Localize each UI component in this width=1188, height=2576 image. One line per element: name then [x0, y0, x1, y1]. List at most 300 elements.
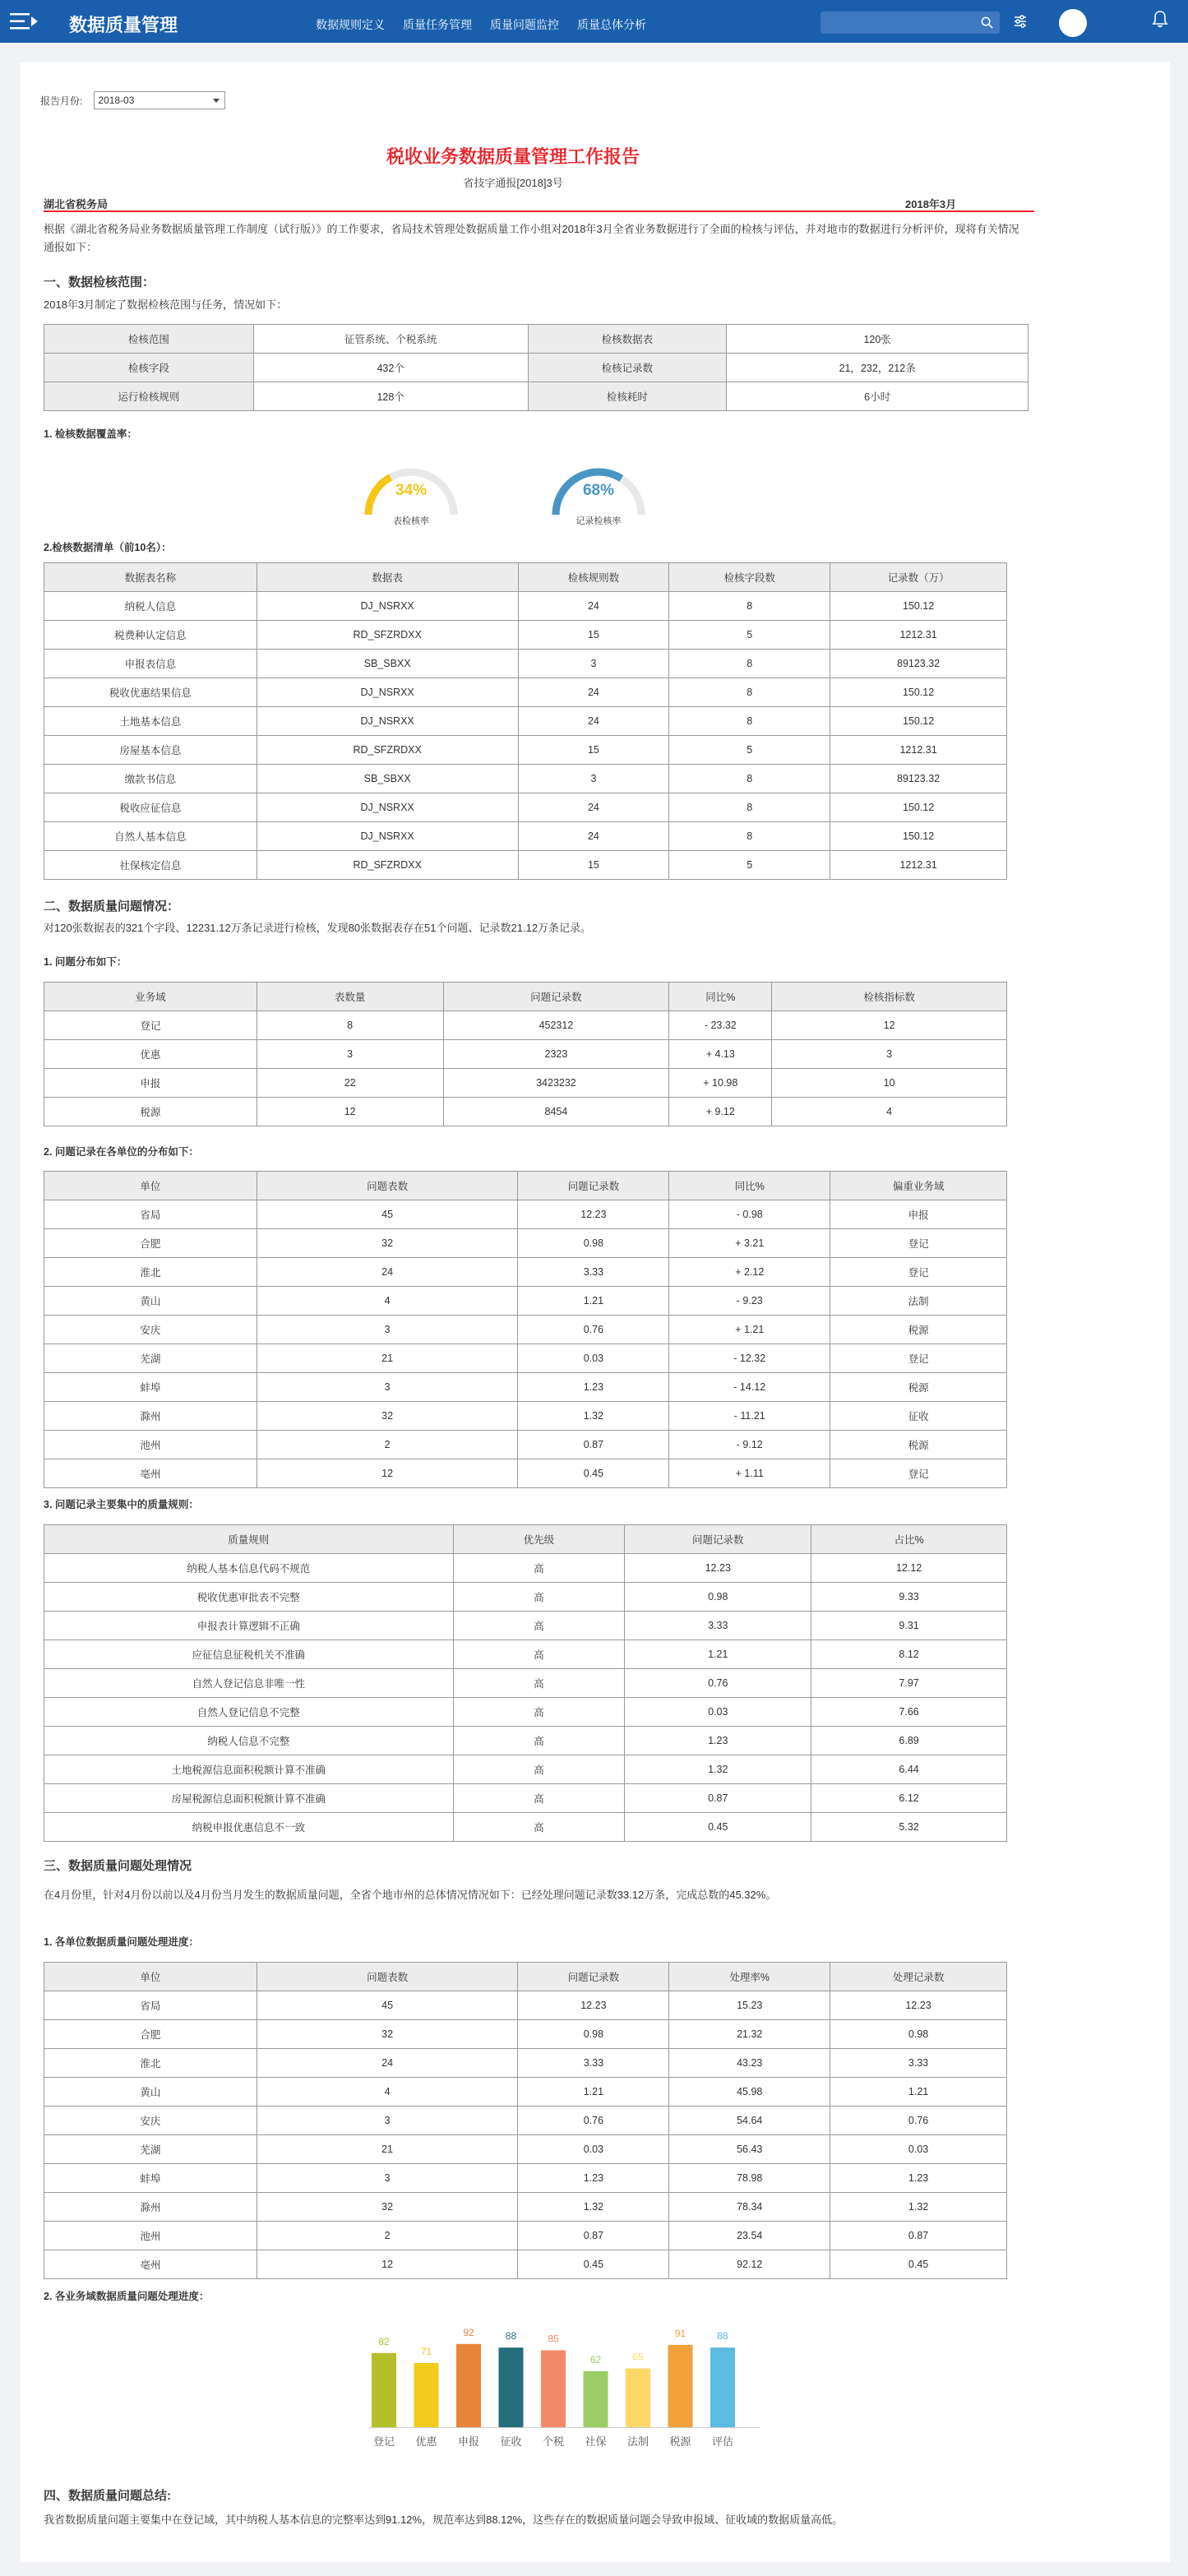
table-cell: 21.32	[669, 2020, 830, 2049]
table-cell: 登记	[830, 1459, 1007, 1488]
column-header: 数据表	[257, 563, 518, 592]
table-cell: 8	[669, 707, 830, 736]
table-cell: 15	[518, 621, 669, 650]
table-cell: 78.98	[669, 2164, 830, 2193]
table-cell: 1.21	[625, 1640, 811, 1669]
table-cell: 3	[772, 1040, 1007, 1069]
category-label: 申报	[457, 2435, 480, 2448]
table-cell: 8	[669, 592, 830, 621]
quality-rule-head	[44, 1525, 1007, 1554]
table-cell: 征收	[830, 1402, 1007, 1431]
table-row	[44, 1200, 1007, 1229]
table-cell: DJ_NSRXX	[257, 592, 518, 621]
table-cell: 3	[257, 1316, 518, 1344]
table-cell: 房屋税源信息面积税额计算不准确	[44, 1784, 454, 1813]
checked-data-head	[44, 563, 1007, 592]
table-coverage-gauge	[360, 442, 462, 521]
table-cell: 6.12	[811, 1784, 1007, 1813]
table-cell: 法制	[830, 1287, 1007, 1316]
checked-data-body	[44, 592, 1007, 880]
table-cell: DJ_NSRXX	[257, 707, 518, 736]
table-cell: 纳税人信息不完整	[44, 1727, 454, 1755]
search-icon[interactable]	[981, 16, 993, 29]
table-cell: 合肥	[44, 2020, 257, 2049]
table-row	[44, 1229, 1007, 1258]
column-header: 处理记录数	[830, 1963, 1007, 1991]
data-list-title: 2.检核数据清单（前10名）：	[44, 542, 172, 553]
table-row	[44, 2020, 1007, 2049]
table-cell: 32	[257, 2020, 518, 2049]
table-cell: 1.32	[625, 1755, 811, 1784]
table-cell: 8.12	[811, 1640, 1007, 1669]
table-row	[44, 1612, 1007, 1640]
menu-icon[interactable]	[10, 12, 38, 31]
table-row	[44, 354, 1029, 382]
table-cell: + 3.21	[669, 1229, 830, 1258]
table-cell: 自然人登记信息不完整	[44, 1698, 454, 1727]
search-input[interactable]	[821, 12, 977, 34]
table-row	[44, 2078, 1007, 2107]
column-header: 偏重业务域	[830, 1172, 1007, 1200]
table-cell: 8	[669, 793, 830, 822]
table-cell: 安庆	[44, 1316, 257, 1344]
table-cell: 蚌埠	[44, 1373, 257, 1402]
table-cell: 税收优惠审批表不完整	[44, 1583, 454, 1612]
column-header: 优先级	[453, 1525, 625, 1554]
table-coverage-gauge-graphic	[360, 442, 462, 521]
nav-item-rule-definition[interactable]: 数据规则定义	[316, 18, 385, 31]
table-cell: 150.12	[830, 592, 1007, 621]
table-cell: 21	[257, 1344, 518, 1373]
table-cell: 税源	[830, 1431, 1007, 1459]
table-cell: 2323	[443, 1040, 669, 1069]
table-cell: 高	[453, 1640, 625, 1669]
column-header: 占比%	[811, 1525, 1007, 1554]
table-row	[44, 1040, 1007, 1069]
table-cell: 0.98	[518, 1229, 669, 1258]
bar-value-label: 91	[674, 2327, 686, 2339]
bar-value-label: 92	[463, 2326, 474, 2338]
report-number: 省技字通报[2018]3号	[463, 177, 563, 189]
table-cell: 45	[257, 1200, 518, 1229]
column-header: 同比%	[669, 983, 772, 1011]
table-cell: 8	[669, 765, 830, 793]
table-cell: 缴款书信息	[44, 765, 257, 793]
table-cell: RD_SFZRDXX	[257, 736, 518, 765]
column-header: 同比%	[669, 1172, 830, 1200]
coverage-title: 1. 检核数据覆盖率：	[44, 428, 137, 440]
table-cell: - 14.12	[669, 1373, 830, 1402]
table-cell: 0.03	[518, 2135, 669, 2164]
table-cell: 0.98	[625, 1583, 811, 1612]
column-header: 数据表名称	[44, 563, 257, 592]
table-cell: 土地税源信息面积税额计算不准确	[44, 1755, 454, 1784]
bar-value-label: 88	[717, 2330, 728, 2342]
table-cell: SB_SBXX	[257, 650, 518, 678]
table-cell: - 9.12	[669, 1431, 830, 1459]
table-cell: 1212.31	[830, 621, 1007, 650]
table-cell: 纳税人信息	[44, 592, 257, 621]
table-cell: 3	[257, 2107, 518, 2135]
table-cell: 22	[257, 1069, 443, 1098]
table-cell: 2	[257, 2222, 518, 2250]
table-cell: + 9.12	[669, 1098, 772, 1126]
nav-item-overall-analysis[interactable]: 质量总体分析	[577, 18, 646, 31]
table-row	[44, 650, 1007, 678]
table-cell: 452312	[443, 1011, 669, 1040]
quality-rule-table	[44, 1524, 1007, 1842]
table-header-row	[44, 1963, 1007, 1991]
table-cell: 检核记录数	[528, 354, 727, 382]
table-row	[44, 678, 1007, 707]
bar-value-label: 88	[505, 2330, 517, 2342]
bell-icon[interactable]	[1152, 10, 1168, 28]
unit-distribution-body	[44, 1200, 1007, 1488]
report-title: 税收业务数据质量管理工作报告	[386, 146, 640, 167]
table-cell: - 23.32	[669, 1011, 772, 1040]
table-cell: 120张	[727, 325, 1029, 354]
bar[interactable]	[414, 2363, 439, 2427]
distribution-title: 1. 问题分布如下：	[44, 956, 127, 968]
table-cell: 登记	[830, 1344, 1007, 1373]
table-cell: + 10.98	[669, 1069, 772, 1098]
table-cell: 检核字段	[44, 354, 254, 382]
table-row	[44, 2049, 1007, 2078]
table-row	[44, 793, 1007, 822]
table-cell: 0.03	[518, 1344, 669, 1373]
table-cell: + 2.12	[669, 1258, 830, 1287]
table-cell: 安庆	[44, 2107, 257, 2135]
table-cell: 申报	[44, 1069, 257, 1098]
table-cell: 12.23	[625, 1554, 811, 1583]
table-cell: 8454	[443, 1098, 669, 1126]
bar[interactable]	[541, 2351, 566, 2428]
table-cell: 0.45	[518, 1459, 669, 1488]
unit-distribution-table	[44, 1171, 1007, 1488]
section2-title: 二、数据质量问题情况：	[44, 900, 180, 913]
table-cell: + 1.21	[669, 1316, 830, 1344]
table-cell: 1.21	[830, 2078, 1007, 2107]
table-cell: 3	[257, 1373, 518, 1402]
table-cell: 24	[518, 592, 669, 621]
table-cell: 登记	[830, 1229, 1007, 1258]
table-cell: 1.23	[518, 2164, 669, 2193]
section4-title: 四、数据质量问题总结:	[44, 2489, 171, 2503]
table-cell: 税源	[830, 1373, 1007, 1402]
table-cell: 纳税申报优惠信息不一致	[44, 1813, 454, 1842]
month-filter-label: 报告月份:	[40, 95, 83, 107]
table-row	[44, 707, 1007, 736]
table-cell: 税源	[830, 1316, 1007, 1344]
table-row	[44, 1344, 1007, 1373]
table-cell: 0.87	[830, 2222, 1007, 2250]
table-cell: 1.32	[518, 2193, 669, 2222]
table-cell: 8	[669, 822, 830, 851]
table-cell: - 0.98	[669, 1200, 830, 1229]
table-cell: 池州	[44, 1431, 257, 1459]
table-cell: 高	[453, 1669, 625, 1698]
table-cell: 6.89	[811, 1727, 1007, 1755]
table-cell: 150.12	[830, 707, 1007, 736]
table-cell: 24	[518, 822, 669, 851]
bar-value-label: 85	[548, 2333, 559, 2345]
table-cell: 0.76	[518, 1316, 669, 1344]
table-cell: 128个	[253, 382, 528, 411]
nav-item-task-management[interactable]: 质量任务管理	[403, 18, 472, 31]
table-cell: 12	[257, 2250, 518, 2279]
table-row	[44, 1991, 1007, 2020]
table-cell: 32	[257, 2193, 518, 2222]
table-cell: 3	[257, 2164, 518, 2193]
column-header: 问题记录数	[518, 1963, 669, 1991]
table-cell: 3	[518, 765, 669, 793]
table-cell: 3	[518, 650, 669, 678]
table-cell: 24	[518, 793, 669, 822]
table-row	[44, 1258, 1007, 1287]
bar[interactable]	[499, 2347, 524, 2427]
checked-data-table	[44, 562, 1007, 880]
table-cell: 0.87	[518, 1431, 669, 1459]
table-cell: 5	[669, 851, 830, 880]
unit-progress-head	[44, 1963, 1007, 1991]
table-cell: 21，232，212条	[727, 354, 1029, 382]
unit-progress-table	[44, 1962, 1007, 2279]
column-header: 单位	[44, 1172, 257, 1200]
bar-value-label: 71	[420, 2345, 432, 2357]
table-cell: 池州	[44, 2222, 257, 2250]
bar[interactable]	[626, 2369, 650, 2428]
unit-distribution-title: 2. 问题记录在各单位的分布如下：	[44, 1146, 199, 1158]
table-cell: + 1.11	[669, 1459, 830, 1488]
domain-progress-bar-chart	[349, 2307, 777, 2455]
table-cell: 5.32	[811, 1813, 1007, 1842]
category-label: 征收	[500, 2435, 522, 2448]
table-cell: 税费种认定信息	[44, 621, 257, 650]
table-cell: 0.87	[625, 1784, 811, 1813]
category-label: 社保	[585, 2435, 607, 2448]
title-divider	[44, 210, 1034, 212]
table-cell: 高	[453, 1554, 625, 1583]
record-coverage-label: 记录检核率	[576, 516, 622, 526]
table-cell: 4	[772, 1098, 1007, 1126]
column-header: 问题表数	[257, 1963, 518, 1991]
table-cell: 15	[518, 851, 669, 880]
table-cell: 32	[257, 1229, 518, 1258]
gauge-value: 34%	[395, 482, 428, 499]
scope-summary-table	[44, 324, 1029, 411]
table-cell: 3.33	[830, 2049, 1007, 2078]
table-cell: 高	[453, 1727, 625, 1755]
table-cell: 12.23	[518, 1991, 669, 2020]
table-cell: 32	[257, 1402, 518, 1431]
section4-desc: 我省数据质量问题主要集中在登记域，其中纳税人基本信息的完整率达到91.12%，规范率达到88.12%，这些存在的数据质量问题会导致申报域、征收域的数据质量高低。	[44, 2514, 844, 2526]
table-cell: 高	[453, 1612, 625, 1640]
table-row	[44, 1755, 1007, 1784]
report-org: 湖北省税务局	[44, 198, 109, 210]
month-select[interactable]	[94, 91, 225, 109]
table-cell: 高	[453, 1698, 625, 1727]
table-cell: 0.45	[830, 2250, 1007, 2279]
table-cell: 1.23	[625, 1727, 811, 1755]
column-header: 业务域	[44, 983, 257, 1011]
unit-distribution-head	[44, 1172, 1007, 1200]
table-cell: 89123.32	[830, 765, 1007, 793]
table-row	[44, 1813, 1007, 1842]
table-row	[44, 2107, 1007, 2135]
table-cell: SB_SBXX	[257, 765, 518, 793]
table-cell: + 4.13	[669, 1040, 772, 1069]
chevron-down-icon	[213, 99, 220, 103]
section1-desc: 2018年3月制定了数据检核范围与任务，情况如下：	[44, 298, 288, 311]
category-label: 个税	[542, 2435, 565, 2448]
table-cell: - 12.32	[669, 1344, 830, 1373]
bar[interactable]	[372, 2353, 396, 2427]
table-cell: 15	[518, 736, 669, 765]
top-bar	[0, 0, 1188, 43]
table-row	[44, 1373, 1007, 1402]
table-cell: 房屋基本信息	[44, 736, 257, 765]
table-cell: DJ_NSRXX	[257, 793, 518, 822]
table-cell: 150.12	[830, 678, 1007, 707]
table-cell: 1212.31	[830, 736, 1007, 765]
app-title: 数据质量管理	[69, 15, 178, 35]
bar-value-label: 62	[589, 2353, 602, 2366]
table-row	[44, 621, 1007, 650]
table-row	[44, 851, 1007, 880]
table-row	[44, 2250, 1007, 2279]
table-cell: 0.03	[625, 1698, 811, 1727]
table-cell: 4	[257, 2078, 518, 2107]
column-header: 质量规则	[44, 1525, 454, 1554]
table-cell: 24	[518, 707, 669, 736]
table-cell: 淮北	[44, 1258, 257, 1287]
table-cell: 4	[257, 1287, 518, 1316]
table-cell: 运行检核规则	[44, 382, 254, 411]
table-cell: 社保核定信息	[44, 851, 257, 880]
column-header: 检核字段数	[669, 563, 830, 592]
table-header-row	[44, 1525, 1007, 1554]
column-header: 检核指标数	[772, 983, 1007, 1011]
table-cell: 45.98	[669, 2078, 830, 2107]
table-cell: 3423232	[443, 1069, 669, 1098]
table-cell: 检核范围	[44, 325, 254, 354]
main-nav	[316, 16, 664, 33]
table-cell: 45	[257, 1991, 518, 2020]
table-cell: DJ_NSRXX	[257, 678, 518, 707]
nav-item-issue-monitoring[interactable]: 质量问题监控	[490, 18, 559, 31]
month-filter	[40, 91, 225, 109]
table-cell: RD_SFZRDXX	[257, 851, 518, 880]
table-cell: 自然人登记信息非唯一性	[44, 1669, 454, 1698]
table-cell: 54.64	[669, 2107, 830, 2135]
table-cell: 1.21	[518, 2078, 669, 2107]
table-cell: 登记	[830, 1258, 1007, 1287]
table-cell: 6小时	[727, 382, 1029, 411]
table-cell: 省局	[44, 1991, 257, 2020]
table-row	[44, 382, 1029, 411]
table-cell: 1.32	[518, 1402, 669, 1431]
table-row	[44, 325, 1029, 354]
table-cell: 150.12	[830, 793, 1007, 822]
table-row	[44, 1727, 1007, 1755]
report-page	[21, 62, 1170, 2562]
bar[interactable]	[710, 2347, 735, 2427]
bar-value-label: 82	[378, 2335, 390, 2347]
rule-title: 3. 问题记录主要集中的质量规则：	[44, 1499, 199, 1510]
table-cell: 3	[257, 1040, 443, 1069]
table-cell: 1.23	[830, 2164, 1007, 2193]
settings-sliders-icon[interactable]	[1013, 14, 1028, 29]
table-cell: 亳州	[44, 2250, 257, 2279]
table-cell: 0.45	[625, 1813, 811, 1842]
table-cell: 9.31	[811, 1612, 1007, 1640]
table-cell: 检核耗时	[528, 382, 727, 411]
table-cell: 高	[453, 1583, 625, 1612]
column-header: 记录数（万）	[830, 563, 1007, 592]
table-row	[44, 736, 1007, 765]
table-row	[44, 2193, 1007, 2222]
bar-value-label: 65	[632, 2351, 644, 2363]
issue-distribution-body	[44, 1011, 1007, 1126]
table-cell: 12	[257, 1098, 443, 1126]
table-cell: 亳州	[44, 1459, 257, 1488]
table-cell: 合肥	[44, 1229, 257, 1258]
table-cell: 申报表信息	[44, 650, 257, 678]
table-cell: 黄山	[44, 1287, 257, 1316]
table-cell: 3.33	[625, 1612, 811, 1640]
table-cell: 0.76	[830, 2107, 1007, 2135]
table-cell: 56.43	[669, 2135, 830, 2164]
table-cell: 芜湖	[44, 1344, 257, 1373]
category-label: 税源	[669, 2435, 691, 2448]
scope-summary-body	[44, 325, 1029, 411]
table-row	[44, 2135, 1007, 2164]
table-cell: 纳税人基本信息代码不规范	[44, 1554, 454, 1583]
bar[interactable]	[668, 2345, 693, 2427]
table-cell: 税收优惠结果信息	[44, 678, 257, 707]
table-cell: - 11.21	[669, 1402, 830, 1431]
unit-progress-body	[44, 1991, 1007, 2279]
table-cell: 15.23	[669, 1991, 830, 2020]
bar[interactable]	[584, 2371, 608, 2427]
table-cell: 7.97	[811, 1669, 1007, 1698]
issue-distribution-table	[44, 982, 1007, 1126]
progress-title: 1. 各单位数据质量问题处理进度：	[44, 1936, 199, 1948]
table-cell: 自然人基本信息	[44, 822, 257, 851]
category-label: 优惠	[415, 2435, 437, 2448]
column-header: 检核规则数	[518, 563, 669, 592]
table-cell: 高	[453, 1813, 625, 1842]
section3-title: 三、数据质量问题处理情况	[44, 1859, 192, 1873]
bar[interactable]	[456, 2344, 481, 2427]
table-cell: 优惠	[44, 1040, 257, 1069]
table-cell: 税收应征信息	[44, 793, 257, 822]
table-cell: 3.33	[518, 1258, 669, 1287]
table-cell: 0.98	[830, 2020, 1007, 2049]
table-row	[44, 1583, 1007, 1612]
table-cell: 2	[257, 1431, 518, 1459]
table-cell: 高	[453, 1784, 625, 1813]
table-cell: 0.98	[518, 2020, 669, 2049]
table-coverage-label: 表检核率	[393, 516, 429, 526]
table-row	[44, 592, 1007, 621]
table-row	[44, 765, 1007, 793]
chart-section-title: 2. 各业务域数据质量问题处理进度：	[44, 2291, 210, 2302]
table-cell: 芜湖	[44, 2135, 257, 2164]
table-cell: 7.66	[811, 1698, 1007, 1727]
table-cell: 申报表计算逻辑不正确	[44, 1612, 454, 1640]
avatar[interactable]	[1059, 9, 1087, 37]
